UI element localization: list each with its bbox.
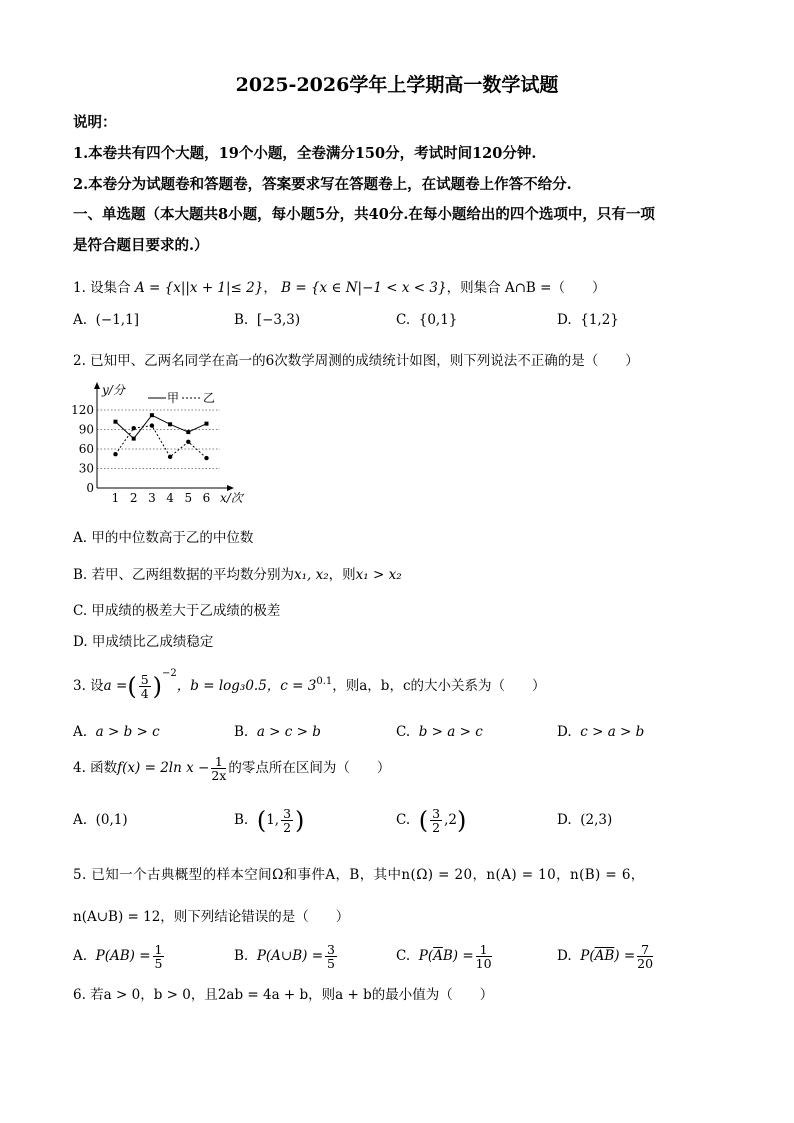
option-text: (2,3) <box>580 812 613 828</box>
q5-option-c <box>396 936 494 976</box>
series-a-line <box>116 415 207 438</box>
option-text: [−3,3) <box>256 312 301 328</box>
series-b-point <box>150 423 154 427</box>
q4-prefix: 4. 函数 <box>73 760 118 776</box>
q2-option-b-prefix: B. 若甲、乙两组数据的平均数分别为 <box>73 567 295 583</box>
legend-label-a: 甲 <box>167 391 180 405</box>
q5-option-d <box>557 936 655 976</box>
y-tick-label: 0 <box>86 481 94 495</box>
option-text: a > c > b <box>256 724 321 740</box>
q4-function: f(x) = 2ln x − <box>117 760 210 776</box>
option-letter: D. <box>557 724 572 740</box>
q4-frac-denominator: 2x <box>211 768 227 783</box>
question-4-stem <box>73 748 390 788</box>
legend-label-b: 乙 <box>203 391 216 405</box>
option-numerator: 3 <box>432 805 441 821</box>
option-denominator: 5 <box>154 956 163 971</box>
q2-option-a: A. 甲的中位数高于乙的中位数 <box>73 530 254 546</box>
series-b-point <box>113 452 117 456</box>
option-text: (0,1) <box>95 812 128 828</box>
page-title: 2025-2026学年上学期高一数学试题 <box>235 74 559 96</box>
q2-option-b <box>73 563 402 583</box>
q3-a-denominator: 4 <box>140 686 149 701</box>
q4-option-d <box>557 800 612 840</box>
option-letter: D. <box>557 312 572 328</box>
option-letter: C. <box>396 812 411 828</box>
x-tick-label: 6 <box>202 491 211 505</box>
q3-option-c <box>396 724 483 740</box>
q1-set-a: A = {x||x + 1|≤ 2} <box>134 280 264 296</box>
option-numerator: 1 <box>476 943 492 957</box>
q4-frac-numerator: 1 <box>211 755 226 769</box>
question-6-stem: 6. 若a > 0，b > 0，且2ab = 4a + b，则a + b的最小值为（ ） <box>73 987 494 1003</box>
q1-prefix: 1. 设集合 <box>73 280 131 296</box>
q3-a-exponent: −2 <box>162 668 177 679</box>
y-tick-label: 60 <box>78 442 94 456</box>
q1-option-b <box>234 312 300 328</box>
option-text: B) = <box>442 948 474 964</box>
question-1-stem <box>73 276 605 296</box>
series-b-point <box>204 456 208 460</box>
y-tick-label: 90 <box>78 422 94 437</box>
option-numerator: 3 <box>283 805 292 821</box>
option-letter: B. <box>234 724 249 740</box>
q5-option-b <box>234 936 339 976</box>
option-text: P( <box>418 948 434 964</box>
notes-heading: 说明： <box>73 114 117 131</box>
question-3-stem: 3. 设a =( $\frac{5}{4}$ )$^{-2}$，b = log₃0.5，$c = 3^{0.1}$，则a，b，c的大小关系为（ ） <box>73 668 546 701</box>
q1-option-c <box>396 312 457 328</box>
option-denominator: 2 <box>432 820 441 835</box>
series-a-point <box>168 422 172 426</box>
question-5-line-2: n(A∪B) = 12，则下列结论错误的是（ ） <box>73 909 350 925</box>
y-tick-label: 120 <box>71 403 94 417</box>
option-numerator: 1 <box>154 941 163 957</box>
option-letter: A. <box>73 812 88 828</box>
q2-option-d: D. 甲成绩比乙成绩稳定 <box>73 634 214 650</box>
option-letter: C. <box>396 948 411 964</box>
q4-option-a <box>73 800 128 840</box>
option-numerator: 3 <box>327 941 335 957</box>
option-letter: C. <box>396 312 411 328</box>
score-line-chart <box>70 378 260 508</box>
q5-option-a <box>73 936 166 976</box>
option-denominator: 5 <box>327 956 335 971</box>
option-text: c > a > b <box>580 724 645 740</box>
y-tick-labels <box>71 403 94 495</box>
series-b-point <box>186 440 190 444</box>
option-text: b > a > c <box>418 724 483 740</box>
q3-a-lhs: a = <box>103 678 128 694</box>
notes-line-2: 2.本卷分为试题卷和答题卷，答案要求写在答题卷上，在试题卷上作答不给分. <box>73 176 572 193</box>
x-tick-label: 3 <box>148 491 156 505</box>
series-a-point <box>150 413 154 417</box>
series-a-point <box>205 422 209 426</box>
option-letter: A. <box>73 948 88 964</box>
option-letter: C. <box>396 724 411 740</box>
q4-suffix: 的零点所在区间为（ ） <box>228 760 391 776</box>
q3-option-b <box>234 724 321 740</box>
q1-suffix: ，则集合 A∩B =（ ） <box>446 280 606 296</box>
option-text: a > b > c <box>95 724 160 740</box>
q1-option-d <box>557 312 619 328</box>
q3-suffix: ，则a，b，c的大小关系为（ ） <box>332 678 546 694</box>
q2-option-b-relation: x₁ > x₂ <box>355 567 402 583</box>
notes-line-1: 1.本卷共有四个大题，19个小题，全卷满分150分，考试时间120分钟. <box>73 145 537 162</box>
section-1-line-2: 是符合题目要求的.） <box>73 237 209 254</box>
question-2-stem: 2. 已知甲、乙两名同学在高一的6次数学周测的成绩统计如图，则下列说法不正确的是（ ） <box>73 353 639 369</box>
q3-c-exponent: 0.1 <box>316 676 333 687</box>
q2-option-b-vars: x₁, x₂ <box>294 567 329 583</box>
q3-b-c: ，b = log₃0.5，c = 3 <box>176 678 317 694</box>
series-a-point <box>132 437 136 441</box>
option-denominator: 10 <box>475 956 492 971</box>
option-letter: B. <box>234 312 249 328</box>
series-b-point <box>168 455 172 459</box>
option-text: P(AB) = <box>95 948 151 964</box>
x-tick-label: 5 <box>184 491 193 505</box>
q1-option-a <box>73 312 139 328</box>
series-lines <box>116 415 207 458</box>
q3-option-a <box>73 724 160 740</box>
option-letter: B. <box>234 812 249 828</box>
q3-option-d <box>557 724 644 740</box>
q4-option-b: B. (1, $\frac{3}{2}$ ) <box>234 805 305 835</box>
option-letter: A. <box>73 724 88 740</box>
option-text: {1,2} <box>580 312 619 328</box>
series-a-point <box>186 430 190 434</box>
option-text: (−1,1] <box>95 312 139 328</box>
y-axis-label: y/分 <box>102 383 125 397</box>
option-denominator: 2 <box>283 820 292 835</box>
q2-option-c: C. 甲成绩的极差大于乙成绩的极差 <box>73 603 281 619</box>
y-tick-label: 30 <box>78 461 94 476</box>
x-tick-labels <box>112 491 211 505</box>
x-tick-label: 2 <box>129 491 138 505</box>
option-text: P(A∪B) = <box>256 948 324 964</box>
option-letter: A. <box>73 312 88 328</box>
q3-prefix: 3. 设 <box>73 678 104 694</box>
question-5-line-1: 5. 已知一个古典概型的样本空间Ω和事件A，B，其中n(Ω) = 20，n(A) = 10，n(B) = 6， <box>73 867 645 883</box>
y-axis-arrow <box>94 382 100 389</box>
option-complement: $\overline{A}$ <box>433 948 443 964</box>
q4-option-c: C. ( $\frac{3}{2}$ ,2) <box>396 805 467 835</box>
option-denominator: 20 <box>637 956 654 971</box>
series-a-point <box>114 420 118 424</box>
option-letter: D. <box>557 812 572 828</box>
option-text: ) = <box>614 948 636 964</box>
option-complement: $\overline{AB}$ <box>594 948 615 964</box>
option-text: P( <box>580 948 595 964</box>
q1-set-b: B = {x ∈ N|−1 < x < 3} <box>281 280 447 296</box>
option-text: {0,1} <box>418 312 458 328</box>
x-tick-label: 1 <box>111 491 120 505</box>
option-letter: D. <box>557 948 572 964</box>
series-b-point <box>132 426 136 430</box>
q2-option-b-mid: ，则 <box>328 567 356 583</box>
option-text: ,2 <box>444 812 457 828</box>
option-numerator: 7 <box>637 943 653 957</box>
q3-a-numerator: 5 <box>140 671 149 687</box>
x-tick-label: 4 <box>166 491 174 505</box>
option-letter: B. <box>234 948 249 964</box>
x-axis-label: x/次 <box>220 491 243 505</box>
q1-comma: ， <box>263 280 277 296</box>
option-text: 1, <box>266 812 280 828</box>
section-1-line-1: 一、单选题（本大题共8小题，每小题5分，共40分.在每小题给出的四个选项中，只有一项 <box>73 206 655 223</box>
